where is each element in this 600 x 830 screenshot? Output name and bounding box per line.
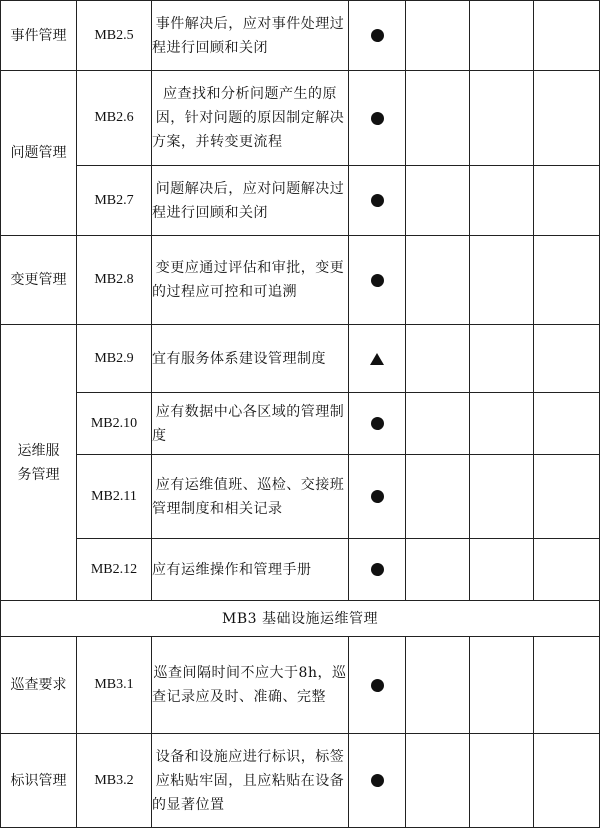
check-cell [406, 539, 470, 601]
code-cell: MB3.1 [77, 637, 152, 734]
code-cell: MB2.10 [77, 393, 152, 455]
check-cell [470, 455, 534, 539]
check-cell [534, 637, 600, 734]
check-cell [534, 539, 600, 601]
filled-circle-icon [371, 417, 384, 430]
check-cell [406, 637, 470, 734]
level-cell [349, 637, 406, 734]
filled-triangle-icon [370, 353, 384, 365]
level-cell [349, 393, 406, 455]
category-cell: 运维服务管理 [1, 325, 77, 601]
category-cell: 变更管理 [1, 236, 77, 325]
check-cell [534, 166, 600, 236]
filled-circle-icon [371, 774, 384, 787]
section-row [1, 601, 600, 637]
check-cell [534, 71, 600, 166]
code-cell: MB2.11 [77, 455, 152, 539]
check-cell [534, 1, 600, 71]
check-cell [406, 325, 470, 393]
requirement-cell: 事件解决后，应对事件处理过程进行回顾和关闭 [152, 1, 349, 71]
table-row [1, 734, 600, 828]
level-cell [349, 166, 406, 236]
check-cell [534, 734, 600, 828]
filled-circle-icon [371, 490, 384, 503]
code-cell: MB2.5 [77, 1, 152, 71]
filled-circle-icon [371, 563, 384, 576]
check-cell [470, 236, 534, 325]
requirement-cell: 变更应通过评估和审批，变更的过程应可控和可追溯 [152, 236, 349, 325]
category-cell: 巡查要求 [1, 637, 77, 734]
level-cell [349, 71, 406, 166]
check-cell [470, 637, 534, 734]
check-cell [534, 236, 600, 325]
code-cell: MB2.12 [77, 539, 152, 601]
check-cell [534, 325, 600, 393]
requirement-cell: 巡查间隔时间不应大于8h，巡查记录应及时、准确、完整 [152, 637, 349, 734]
requirement-cell: 应有运维值班、巡检、交接班管理制度和相关记录 [152, 455, 349, 539]
table-row [1, 539, 600, 601]
check-cell [534, 393, 600, 455]
requirement-cell: 应有运维操作和管理手册 [152, 539, 349, 601]
check-cell [406, 236, 470, 325]
requirement-cell: 问题解决后，应对问题解决过程进行回顾和关闭 [152, 166, 349, 236]
level-cell [349, 236, 406, 325]
check-cell [406, 455, 470, 539]
filled-circle-icon [371, 112, 384, 125]
check-cell [470, 734, 534, 828]
filled-circle-icon [371, 274, 384, 287]
code-cell: MB2.7 [77, 166, 152, 236]
requirement-cell: 设备和设施应进行标识，标签应粘贴牢固，且应粘贴在设备的显著位置 [152, 734, 349, 828]
requirement-cell: 应有数据中心各区域的管理制度 [152, 393, 349, 455]
table-row [1, 236, 600, 325]
filled-circle-icon [371, 29, 384, 42]
level-cell [349, 325, 406, 393]
check-cell [406, 1, 470, 71]
check-cell [470, 539, 534, 601]
requirement-cell: 应查找和分析问题产生的原因，针对问题的原因制定解决方案，并转变更流程 [152, 71, 349, 166]
filled-circle-icon [371, 679, 384, 692]
category-cell: 事件管理 [1, 1, 77, 71]
requirement-cell: 宜有服务体系建设管理制度 [152, 325, 349, 393]
table-row [1, 393, 600, 455]
category-cell: 问题管理 [1, 71, 77, 236]
level-cell [349, 539, 406, 601]
check-cell [470, 166, 534, 236]
section-heading: MB3 基础设施运维管理 [1, 601, 600, 637]
check-cell [470, 1, 534, 71]
category-cell: 标识管理 [1, 734, 77, 828]
check-cell [406, 71, 470, 166]
table-row [1, 455, 600, 539]
code-cell: MB2.8 [77, 236, 152, 325]
check-cell [470, 325, 534, 393]
table-row [1, 71, 600, 166]
check-cell [534, 455, 600, 539]
level-cell [349, 1, 406, 71]
check-cell [406, 393, 470, 455]
filled-circle-icon [371, 194, 384, 207]
level-cell [349, 734, 406, 828]
code-cell: MB2.9 [77, 325, 152, 393]
code-cell: MB3.2 [77, 734, 152, 828]
table-row [1, 637, 600, 734]
code-cell: MB2.6 [77, 71, 152, 166]
check-cell [470, 71, 534, 166]
check-cell [406, 734, 470, 828]
table-row [1, 1, 600, 71]
check-cell [470, 393, 534, 455]
table-row [1, 166, 600, 236]
table-row [1, 325, 600, 393]
check-cell [406, 166, 470, 236]
level-cell [349, 455, 406, 539]
